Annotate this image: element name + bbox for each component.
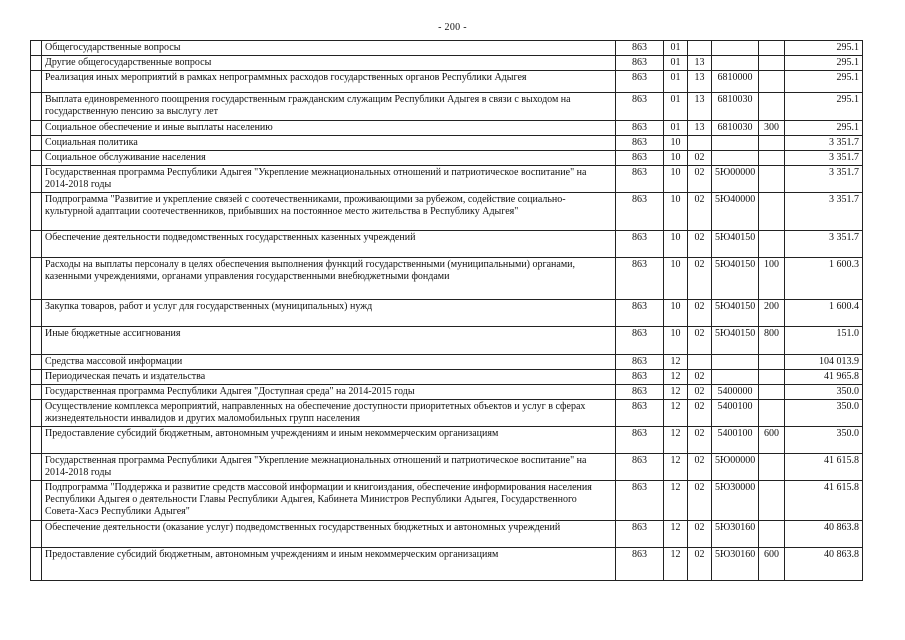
- row-subsection-code: [688, 41, 712, 56]
- table-row: [31, 548, 863, 581]
- row-margin-cell: [31, 481, 42, 521]
- row-target-article-code: 5Ю00000: [712, 166, 759, 193]
- row-item-name: Выплата единовременного поощрения государственным гражданским служащим Республики Адыгея в связи с выходом на государственную пенсию за выслугу лет: [42, 93, 616, 121]
- row-section-code: 10: [664, 193, 688, 231]
- row-expense-type-code: 100: [759, 258, 785, 300]
- row-margin-cell: [31, 71, 42, 93]
- row-item-name: Социальное обеспечение и иные выплаты населению: [42, 121, 616, 136]
- row-item-name: Подпрограмма "Поддержка и развитие средств массовой информации и книгоиздания, обеспечение информирования населения Республики Адыгея о деятельности Главы Республики Адыгея, Кабинета Министров Республики Адыгея, Государственного Совета-Хасэ Республики Адыгея": [42, 481, 616, 521]
- row-item-name: Расходы на выплаты персоналу в целях обеспечения выполнения функций государственными (муниципальными) органами, казенными учреждениями, органами управления государственными внебюджетными фондами: [42, 258, 616, 300]
- row-section-code: 12: [664, 385, 688, 400]
- row-subsection-code: [688, 355, 712, 370]
- table-row: [31, 427, 863, 454]
- row-target-article-code: [712, 151, 759, 166]
- row-amount: 41 965.8: [785, 370, 863, 385]
- row-margin-cell: [31, 136, 42, 151]
- row-section-code: 12: [664, 481, 688, 521]
- row-ministry-code: 863: [616, 231, 664, 258]
- table-row: [31, 151, 863, 166]
- row-subsection-code: 02: [688, 370, 712, 385]
- row-expense-type-code: 200: [759, 300, 785, 327]
- row-expense-type-code: 600: [759, 548, 785, 581]
- row-ministry-code: 863: [616, 385, 664, 400]
- row-section-code: 12: [664, 370, 688, 385]
- row-subsection-code: 02: [688, 258, 712, 300]
- row-subsection-code: 02: [688, 481, 712, 521]
- row-section-code: 10: [664, 327, 688, 355]
- table-row: [31, 136, 863, 151]
- row-expense-type-code: [759, 400, 785, 427]
- row-amount: 295.1: [785, 93, 863, 121]
- row-target-article-code: 6810000: [712, 71, 759, 93]
- row-target-article-code: 5400100: [712, 427, 759, 454]
- table-row: [31, 231, 863, 258]
- row-item-name: Государственная программа Республики Адыгея "Укрепление межнациональных отношений и патриотическое воспитание" на 2014-2018 годы: [42, 454, 616, 481]
- row-margin-cell: [31, 300, 42, 327]
- row-amount: 40 863.8: [785, 548, 863, 581]
- row-item-name: Обеспечение деятельности (оказание услуг) подведомственных государственных бюджетных и автономных учреждений: [42, 521, 616, 548]
- row-margin-cell: [31, 166, 42, 193]
- row-margin-cell: [31, 385, 42, 400]
- row-item-name: Периодическая печать и издательства: [42, 370, 616, 385]
- row-section-code: 10: [664, 151, 688, 166]
- row-margin-cell: [31, 370, 42, 385]
- row-amount: 3 351.7: [785, 151, 863, 166]
- row-item-name: Закупка товаров, работ и услуг для государственных (муниципальных) нужд: [42, 300, 616, 327]
- row-target-article-code: 5Ю30160: [712, 521, 759, 548]
- row-amount: 1 600.3: [785, 258, 863, 300]
- row-margin-cell: [31, 454, 42, 481]
- row-expense-type-code: [759, 56, 785, 71]
- row-amount: 40 863.8: [785, 521, 863, 548]
- row-section-code: 01: [664, 56, 688, 71]
- row-ministry-code: 863: [616, 166, 664, 193]
- row-amount: 3 351.7: [785, 166, 863, 193]
- row-expense-type-code: 300: [759, 121, 785, 136]
- row-amount: 295.1: [785, 56, 863, 71]
- row-section-code: 10: [664, 300, 688, 327]
- row-section-code: 12: [664, 454, 688, 481]
- row-ministry-code: 863: [616, 136, 664, 151]
- row-subsection-code: 02: [688, 385, 712, 400]
- row-margin-cell: [31, 231, 42, 258]
- row-margin-cell: [31, 258, 42, 300]
- row-target-article-code: 5Ю40150: [712, 327, 759, 355]
- row-ministry-code: 863: [616, 93, 664, 121]
- row-expense-type-code: [759, 454, 785, 481]
- row-amount: 350.0: [785, 427, 863, 454]
- row-target-article-code: 5400000: [712, 385, 759, 400]
- row-target-article-code: 5Ю40150: [712, 231, 759, 258]
- row-amount: 295.1: [785, 121, 863, 136]
- row-expense-type-code: 600: [759, 427, 785, 454]
- row-ministry-code: 863: [616, 521, 664, 548]
- row-section-code: 10: [664, 166, 688, 193]
- row-section-code: 01: [664, 93, 688, 121]
- table-row: [31, 41, 863, 56]
- table-row: [31, 521, 863, 548]
- row-subsection-code: 02: [688, 327, 712, 355]
- row-expense-type-code: [759, 231, 785, 258]
- row-margin-cell: [31, 521, 42, 548]
- row-subsection-code: 13: [688, 93, 712, 121]
- row-section-code: 12: [664, 427, 688, 454]
- row-expense-type-code: [759, 355, 785, 370]
- row-target-article-code: 5Ю40150: [712, 300, 759, 327]
- table-row: [31, 454, 863, 481]
- row-section-code: 12: [664, 548, 688, 581]
- row-margin-cell: [31, 400, 42, 427]
- row-ministry-code: 863: [616, 151, 664, 166]
- row-amount: 41 615.8: [785, 481, 863, 521]
- row-ministry-code: 863: [616, 400, 664, 427]
- row-section-code: 12: [664, 400, 688, 427]
- page-number: - 200 -: [438, 22, 467, 33]
- row-item-name: Осуществление комплекса мероприятий, направленных на обеспечение доступности приоритетных объектов и услуг в сферах жизнедеятельности инвалидов и других маломобильных групп населения: [42, 400, 616, 427]
- table-row: [31, 400, 863, 427]
- row-item-name: Предоставление субсидий бюджетным, автономным учреждениям и иным некоммерческим организациям: [42, 427, 616, 454]
- table-row: [31, 166, 863, 193]
- row-target-article-code: [712, 136, 759, 151]
- row-item-name: Обеспечение деятельности подведомственных государственных казенных учреждений: [42, 231, 616, 258]
- row-target-article-code: 5Ю40150: [712, 258, 759, 300]
- row-item-name: Общегосударственные вопросы: [42, 41, 616, 56]
- row-expense-type-code: [759, 385, 785, 400]
- row-margin-cell: [31, 151, 42, 166]
- row-section-code: 10: [664, 258, 688, 300]
- row-ministry-code: 863: [616, 121, 664, 136]
- row-expense-type-code: [759, 136, 785, 151]
- row-amount: 350.0: [785, 385, 863, 400]
- row-expense-type-code: [759, 193, 785, 231]
- row-item-name: Подпрограмма "Развитие и укрепление связей с соотечественниками, проживающими за рубежом, содействие социально-культурной адаптации соотечественников, прибывших на постоянное место жительства в Республику Адыгея": [42, 193, 616, 231]
- row-item-name: Социальная политика: [42, 136, 616, 151]
- row-subsection-code: [688, 136, 712, 151]
- row-amount: 3 351.7: [785, 231, 863, 258]
- row-target-article-code: 5400100: [712, 400, 759, 427]
- row-subsection-code: 13: [688, 56, 712, 71]
- row-subsection-code: 02: [688, 300, 712, 327]
- row-target-article-code: [712, 370, 759, 385]
- row-target-article-code: 5Ю30160: [712, 548, 759, 581]
- row-amount: 1 600.4: [785, 300, 863, 327]
- row-ministry-code: 863: [616, 355, 664, 370]
- row-expense-type-code: [759, 93, 785, 121]
- row-subsection-code: 02: [688, 151, 712, 166]
- row-subsection-code: 02: [688, 193, 712, 231]
- row-ministry-code: 863: [616, 56, 664, 71]
- row-margin-cell: [31, 548, 42, 581]
- row-section-code: 01: [664, 41, 688, 56]
- row-amount: 151.0: [785, 327, 863, 355]
- table-row: [31, 300, 863, 327]
- table-row: [31, 258, 863, 300]
- budget-table: [30, 40, 863, 581]
- row-target-article-code: [712, 41, 759, 56]
- budget-table-body: [31, 41, 863, 581]
- row-ministry-code: 863: [616, 481, 664, 521]
- row-amount: 104 013.9: [785, 355, 863, 370]
- table-row: [31, 355, 863, 370]
- row-target-article-code: [712, 355, 759, 370]
- row-section-code: 01: [664, 121, 688, 136]
- row-expense-type-code: 800: [759, 327, 785, 355]
- row-ministry-code: 863: [616, 454, 664, 481]
- table-row: [31, 193, 863, 231]
- row-section-code: 12: [664, 355, 688, 370]
- row-margin-cell: [31, 121, 42, 136]
- row-expense-type-code: [759, 41, 785, 56]
- row-subsection-code: 02: [688, 166, 712, 193]
- row-expense-type-code: [759, 151, 785, 166]
- row-item-name: Реализация иных мероприятий в рамках непрограммных расходов государственных органов Республики Адыгея: [42, 71, 616, 93]
- table-row: [31, 121, 863, 136]
- row-section-code: 12: [664, 521, 688, 548]
- row-target-article-code: 5Ю40000: [712, 193, 759, 231]
- row-target-article-code: 5Ю00000: [712, 454, 759, 481]
- row-section-code: 01: [664, 71, 688, 93]
- row-target-article-code: 6810030: [712, 93, 759, 121]
- row-ministry-code: 863: [616, 41, 664, 56]
- row-target-article-code: 5Ю30000: [712, 481, 759, 521]
- row-expense-type-code: [759, 71, 785, 93]
- row-ministry-code: 863: [616, 71, 664, 93]
- row-ministry-code: 863: [616, 193, 664, 231]
- row-ministry-code: 863: [616, 258, 664, 300]
- row-item-name: Иные бюджетные ассигнования: [42, 327, 616, 355]
- row-ministry-code: 863: [616, 300, 664, 327]
- row-amount: 3 351.7: [785, 136, 863, 151]
- table-row: [31, 481, 863, 521]
- row-margin-cell: [31, 56, 42, 71]
- row-item-name: Государственная программа Республики Адыгея "Укрепление межнациональных отношений и патриотическое воспитание" на 2014-2018 годы: [42, 166, 616, 193]
- row-target-article-code: 6810030: [712, 121, 759, 136]
- row-item-name: Социальное обслуживание населения: [42, 151, 616, 166]
- table-row: [31, 327, 863, 355]
- row-target-article-code: [712, 56, 759, 71]
- row-amount: 295.1: [785, 71, 863, 93]
- row-amount: 41 615.8: [785, 454, 863, 481]
- row-item-name: Государственная программа Республики Адыгея "Доступная среда" на 2014-2015 годы: [42, 385, 616, 400]
- row-section-code: 10: [664, 231, 688, 258]
- row-margin-cell: [31, 41, 42, 56]
- row-ministry-code: 863: [616, 327, 664, 355]
- row-margin-cell: [31, 355, 42, 370]
- row-amount: 3 351.7: [785, 193, 863, 231]
- table-row: [31, 385, 863, 400]
- row-subsection-code: 13: [688, 71, 712, 93]
- row-subsection-code: 13: [688, 121, 712, 136]
- row-expense-type-code: [759, 481, 785, 521]
- row-item-name: Предоставление субсидий бюджетным, автономным учреждениям и иным некоммерческим организациям: [42, 548, 616, 581]
- row-ministry-code: 863: [616, 427, 664, 454]
- row-subsection-code: 02: [688, 400, 712, 427]
- table-row: [31, 93, 863, 121]
- row-expense-type-code: [759, 370, 785, 385]
- row-ministry-code: 863: [616, 370, 664, 385]
- row-subsection-code: 02: [688, 231, 712, 258]
- row-amount: 295.1: [785, 41, 863, 56]
- row-subsection-code: 02: [688, 521, 712, 548]
- row-subsection-code: 02: [688, 454, 712, 481]
- row-section-code: 10: [664, 136, 688, 151]
- row-margin-cell: [31, 193, 42, 231]
- table-row: [31, 370, 863, 385]
- row-margin-cell: [31, 93, 42, 121]
- row-expense-type-code: [759, 166, 785, 193]
- row-expense-type-code: [759, 521, 785, 548]
- row-item-name: Средства массовой информации: [42, 355, 616, 370]
- row-ministry-code: 863: [616, 548, 664, 581]
- row-amount: 350.0: [785, 400, 863, 427]
- row-margin-cell: [31, 427, 42, 454]
- row-subsection-code: 02: [688, 427, 712, 454]
- row-item-name: Другие общегосударственные вопросы: [42, 56, 616, 71]
- table-row: [31, 71, 863, 93]
- row-margin-cell: [31, 327, 42, 355]
- row-subsection-code: 02: [688, 548, 712, 581]
- table-row: [31, 56, 863, 71]
